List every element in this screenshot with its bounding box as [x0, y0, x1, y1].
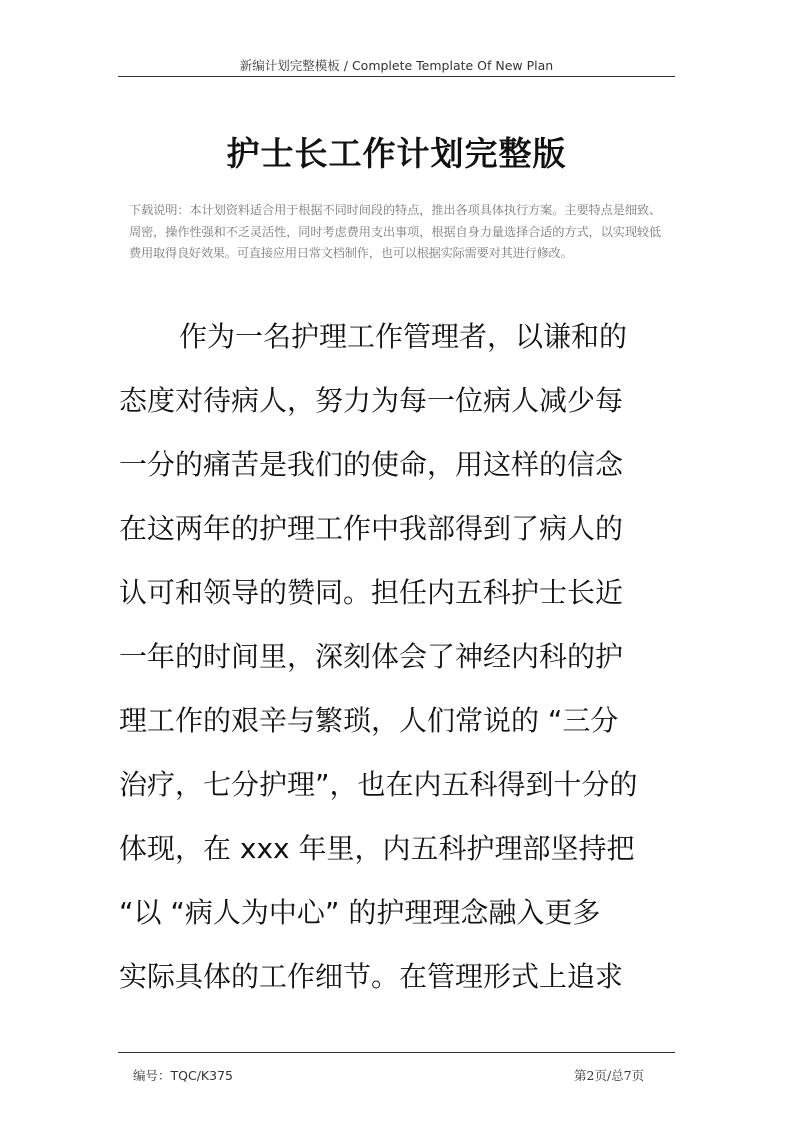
- body-line: 实际具体的工作细节。在管理形式上追求: [119, 960, 624, 993]
- body-line: “以 “病人为中心” 的护理理念融入更多: [119, 896, 601, 929]
- body-line: 理工作的艰辛与繁琐，人们常说的 “三分: [119, 704, 619, 737]
- body-line: 一分的痛苦是我们的使命，用这样的信念: [119, 448, 624, 481]
- body-line: 在这两年的护理工作中我部得到了病人的: [119, 512, 624, 545]
- body-line: 认可和领导的赞同。担任内五科护士长近: [119, 576, 624, 609]
- document-code: 编号：TQC/K375: [133, 1068, 233, 1083]
- body-line: 体现，在 xxx 年里，内五科护理部坚持把: [119, 832, 635, 865]
- body-line: 作为一名护理工作管理者，以谦和的: [179, 320, 628, 353]
- footer-divider: [118, 1052, 675, 1053]
- download-description: 下载说明：本计划资料适合用于根据不同时间段的特点，推出各项具体执行方案。主要特点是细致、周密，操作性强和不乏灵活性，同时考虑费用支出事项，根据自身力量选择合适的方式，以实现较低费用取得良好效果。可直接应用日常文档制作，也可以根据实际需要对其进行修改。: [129, 203, 661, 260]
- header-divider: [118, 76, 675, 77]
- header-title: 新编计划完整模板 / Complete Template Of New Plan: [239, 58, 554, 73]
- body-line: 一年的时间里，深刻体会了神经内科的护: [119, 640, 624, 673]
- body-line: 治疗，七分护理”，也在内五科得到十分的: [119, 768, 638, 801]
- body-paragraph: [119, 305, 679, 1009]
- body-line: 态度对待病人，努力为每一位病人减少每: [119, 384, 624, 417]
- page-number: 第2页/总7页: [574, 1068, 645, 1083]
- document-title: 护士长工作计划完整版: [226, 134, 567, 173]
